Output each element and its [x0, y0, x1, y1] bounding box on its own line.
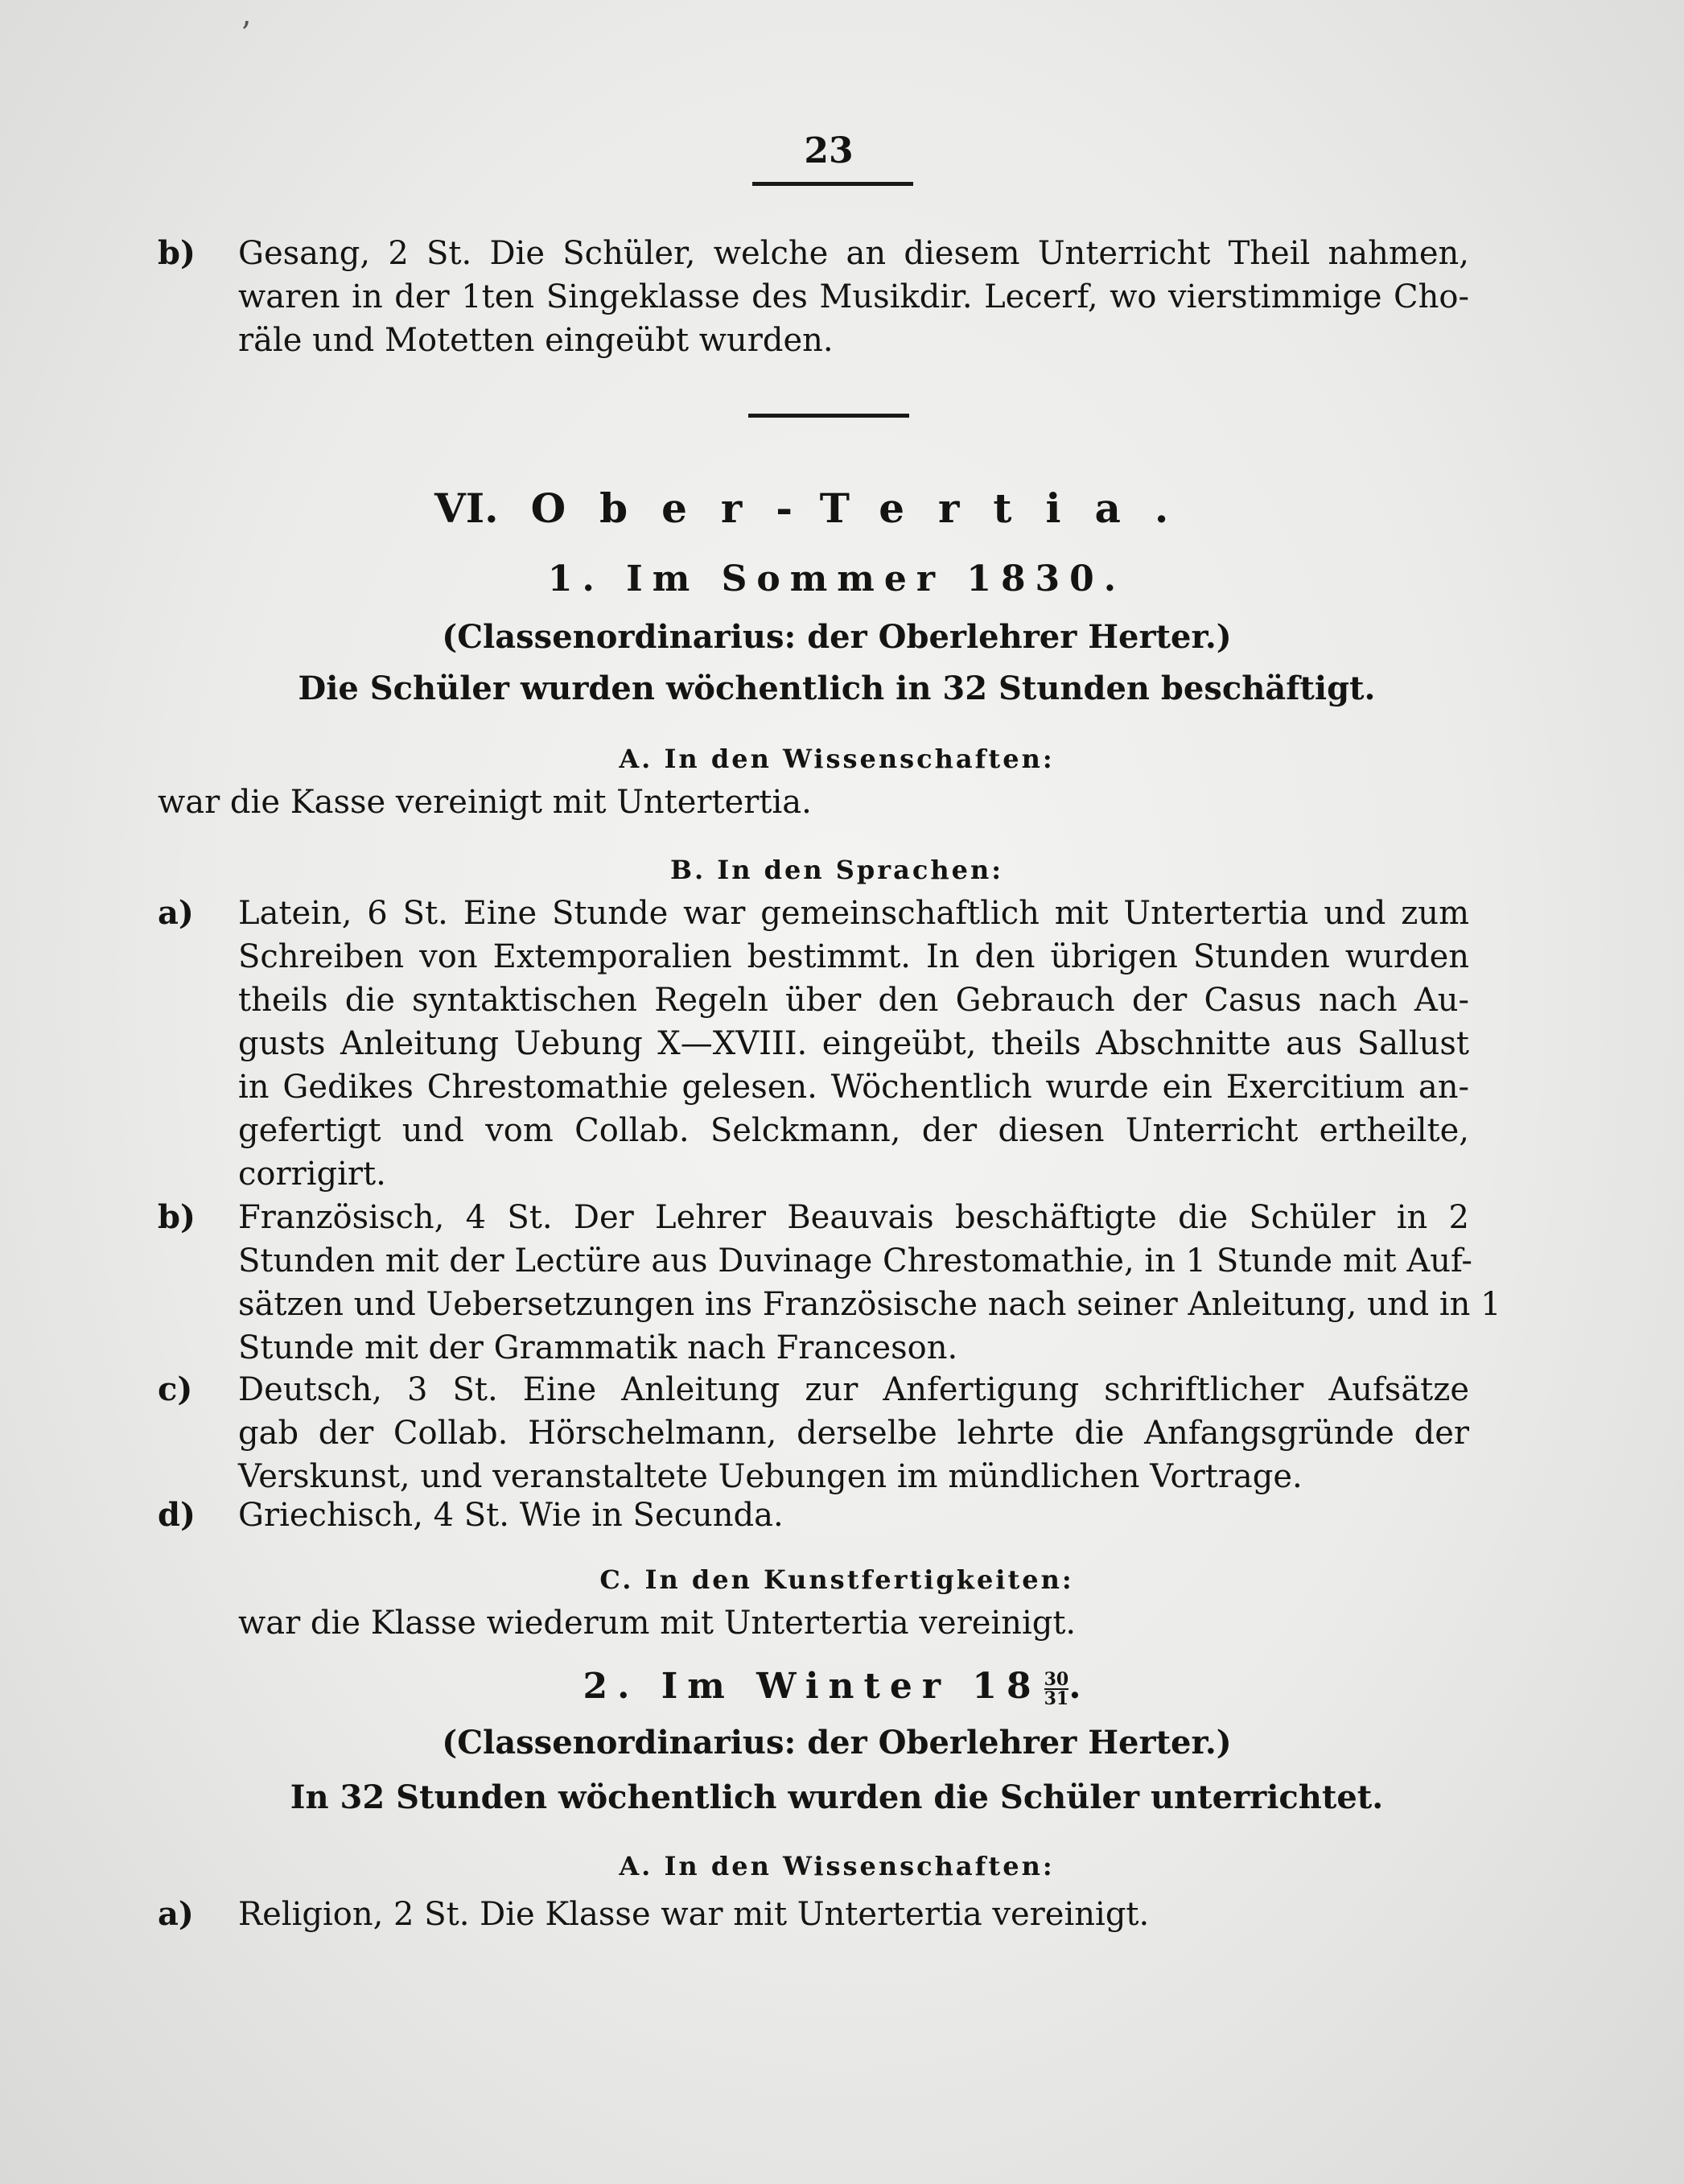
- latein-line-7: corrigirt.: [238, 1156, 386, 1193]
- latein-label: a): [158, 894, 194, 932]
- winter-hours: In 32 Stunden wöchentlich wurden die Schüler unterrichtet.: [290, 1778, 1384, 1816]
- religion-paragraph: [158, 1893, 1469, 1936]
- franz-line-1: b) Französisch, 4 St. Der Lehrer Beauvais beschäftigte die Schüler in 2: [158, 1196, 1469, 1239]
- header-rule: [752, 182, 913, 186]
- summer-wiss-heading: A. In den Wissenschaften:: [619, 744, 1055, 774]
- section-title: [434, 484, 1239, 532]
- section-name: Ober-Tertia.: [530, 484, 1203, 532]
- griech-paragraph: [158, 1494, 1469, 1537]
- summer-kunst-text: war die Klasse wiederum mit Untertertia vereinigt.: [238, 1605, 1077, 1642]
- franz-line-3: sätzen und Uebersetzungen ins Französische nach seiner Anleitung, und in 1: [238, 1286, 1501, 1323]
- deutsch-label: c): [158, 1370, 193, 1408]
- summer-spr-heading: B. In den Sprachen:: [669, 855, 1004, 885]
- summer-hours: Die Schüler wurden wöchentlich in 32 Stunden beschäftigt.: [298, 670, 1376, 707]
- scan-mark: ʼ: [240, 16, 250, 53]
- gesang-line-1: b) Gesang, 2 St. Die Schüler, welche an diesem Unterricht Theil nahmen,: [158, 232, 1469, 275]
- deutsch-line-2: gab der Collab. Hörschelmann, derselbe lehrte die Anfangsgründe der: [238, 1415, 1469, 1452]
- page-number: 23: [804, 130, 854, 171]
- latein-line-3: theils die syntaktischen Regeln über den Gebrauch der Casus nach Au-: [238, 982, 1469, 1019]
- deutsch-line-1: c) Deutsch, 3 St. Eine Anleitung zur Anfertigung schriftlicher Aufsätze: [158, 1368, 1469, 1411]
- franz-paragraph: [158, 1196, 1501, 1370]
- summer-ordinarius: (Classenordinarius: der Oberlehrer Herter.): [442, 618, 1232, 656]
- gesang-line-2: waren in der 1ten Singeklasse des Musikdir. Lecerf, wo vierstimmige Cho-: [238, 278, 1469, 315]
- summer-heading: 1. Im Sommer 1830.: [547, 558, 1126, 600]
- franz-line-2: Stunden mit der Lectüre aus Duvinage Chrestomathie, in 1 Stunde mit Auf-: [238, 1242, 1472, 1279]
- deutsch-paragraph: [158, 1368, 1469, 1498]
- latein-line-2: Schreiben von Extemporalien bestimmt. In den übrigen Stunden wurden: [238, 938, 1469, 975]
- gesang-label: b): [158, 234, 196, 272]
- griech-line-1: d) Griechisch, 4 St. Wie in Secunda.: [158, 1494, 1469, 1537]
- section-rule: [748, 414, 909, 418]
- section-numeral: VI.: [434, 484, 499, 532]
- gesang-line-3: räle und Motetten eingeübt wurden.: [238, 322, 834, 359]
- summer-kunst-heading: C. In den Kunstfertigkeiten:: [599, 1564, 1074, 1595]
- latein-paragraph: [158, 892, 1469, 1196]
- latein-line-6: gefertigt und vom Collab. Selckmann, der diesen Unterricht ertheilte,: [238, 1112, 1469, 1149]
- latein-line-4: gusts Anleitung Uebung X—XVIII. eingeübt, theils Abschnitte aus Sallust: [238, 1025, 1469, 1062]
- gesang-paragraph: [158, 232, 1469, 362]
- religion-line-1: a) Religion, 2 St. Die Klasse war mit Untertertia vereinigt.: [158, 1893, 1469, 1936]
- summer-wiss-text: war die Kasse vereinigt mit Untertertia.: [158, 784, 812, 821]
- winter-ordinarius: (Classenordinarius: der Oberlehrer Herter.): [442, 1724, 1232, 1762]
- religion-label: a): [158, 1895, 194, 1933]
- winter-heading: 2. Im Winter 18 $\frac{30}{31}$ .: [583, 1666, 1091, 1709]
- franz-line-4: Stunde mit der Grammatik nach Franceson.: [238, 1329, 958, 1366]
- latein-line-1: a) Latein, 6 St. Eine Stunde war gemeinschaftlich mit Untertertia und zum: [158, 892, 1469, 935]
- winter-fraction: $\frac{30}{31}$: [1044, 1668, 1069, 1709]
- franz-label: b): [158, 1198, 196, 1236]
- griech-label: d): [158, 1496, 196, 1534]
- summer-kunst-text-block: [158, 1601, 1469, 1645]
- summer-wiss-text-block: [158, 781, 1469, 824]
- latein-line-5: in Gedikes Chrestomathie gelesen. Wöchentlich wurde ein Exercitium an-: [238, 1069, 1469, 1106]
- deutsch-line-3: Verskunst, und veranstaltete Uebungen im mündlichen Vortrage.: [238, 1458, 1303, 1495]
- winter-wiss-heading: A. In den Wissenschaften:: [619, 1851, 1055, 1881]
